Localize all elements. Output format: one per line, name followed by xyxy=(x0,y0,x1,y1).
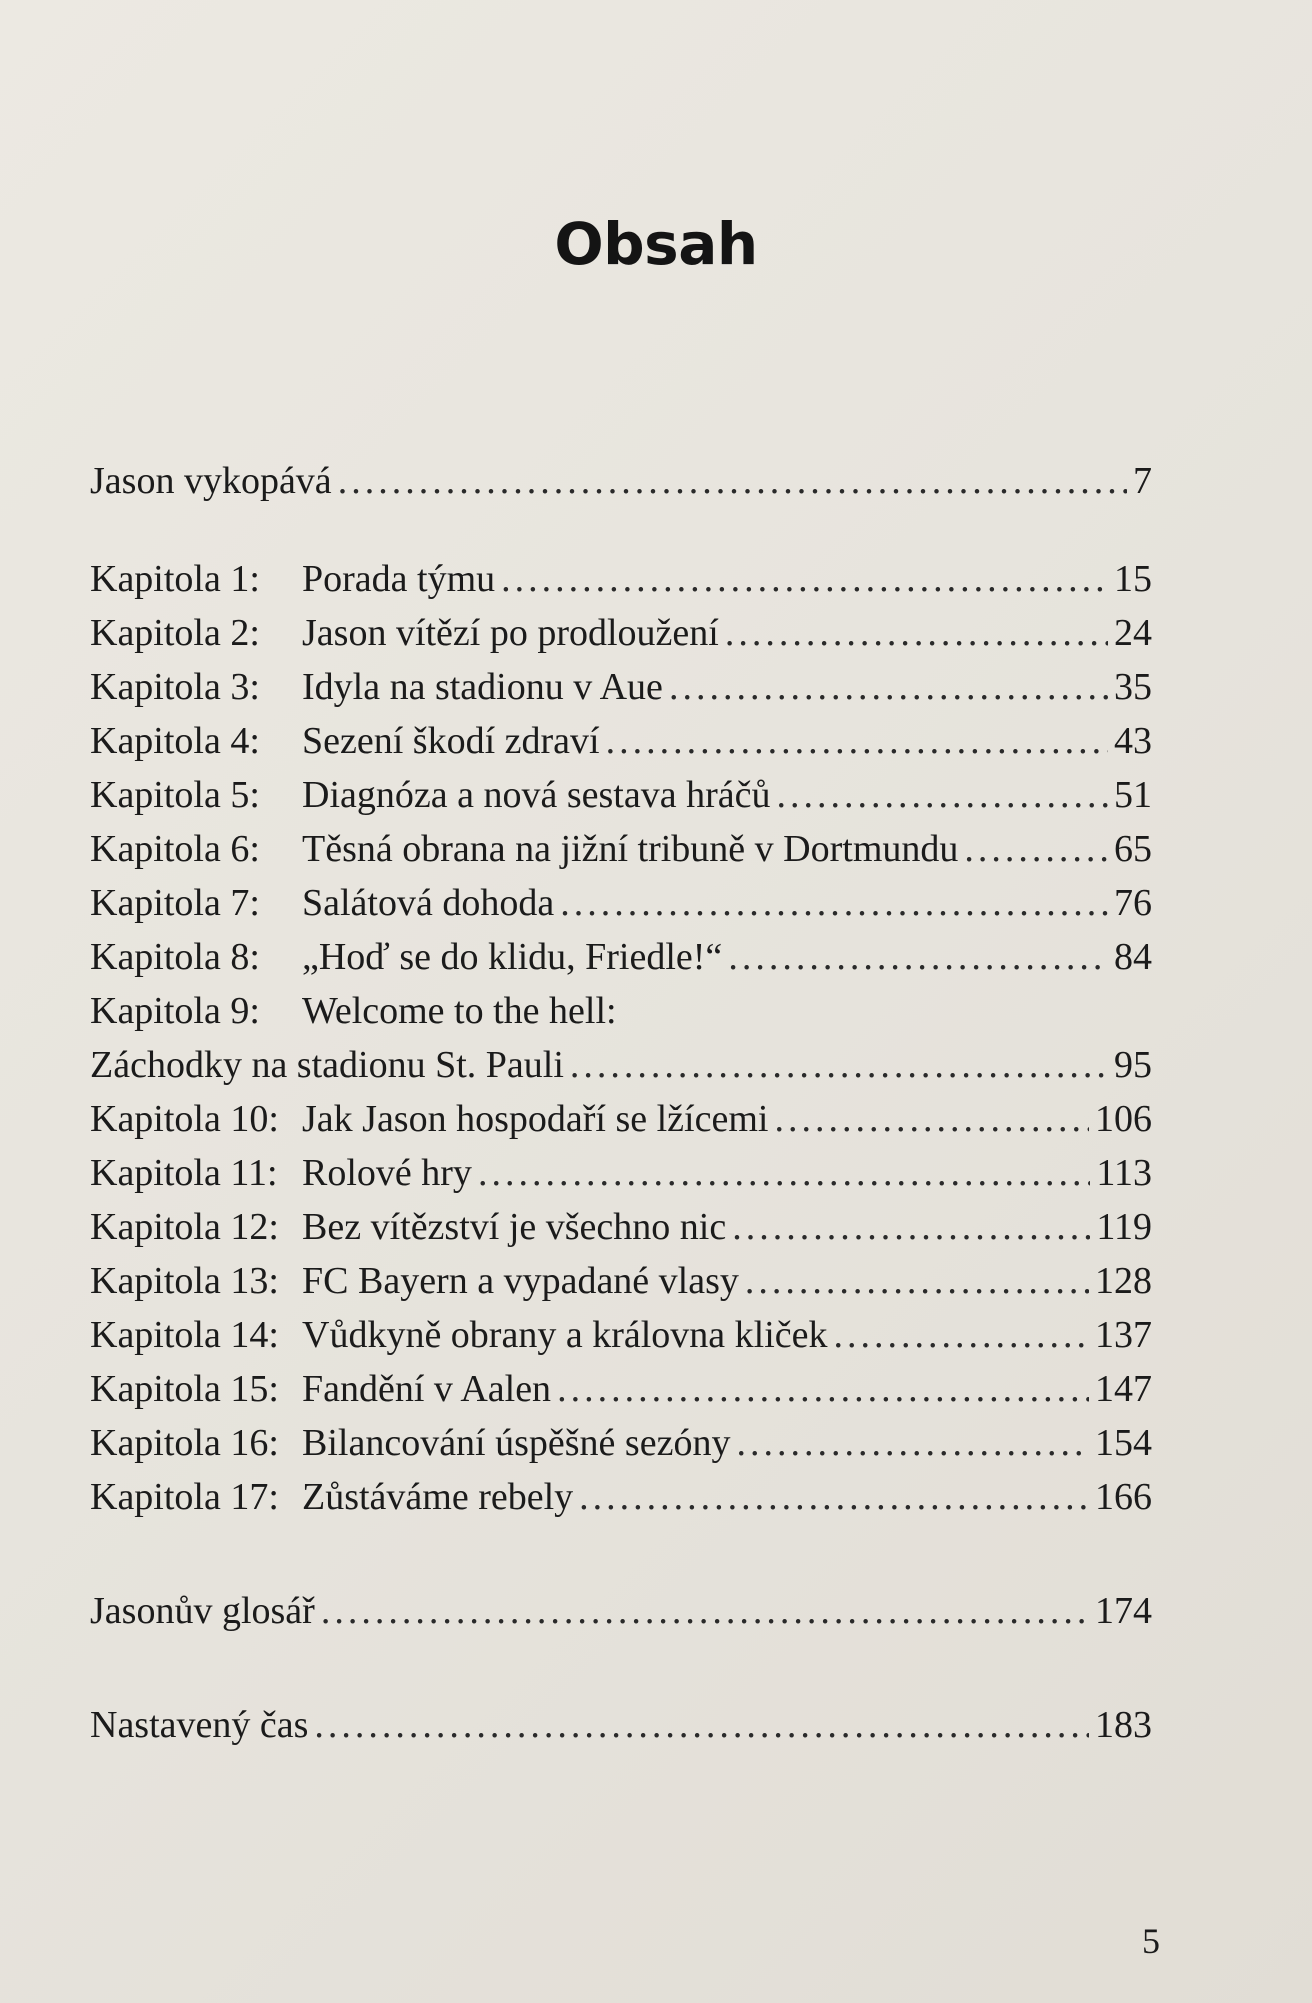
toc-entry-intro xyxy=(90,454,1152,508)
chapter-title: Jak Jason hospodaří se lžícemi xyxy=(302,1098,769,1140)
chapter-title: Porada týmu xyxy=(302,558,496,600)
chapter-title: FC Bayern a vypadané vlasy xyxy=(302,1260,739,1302)
toc-entry-chapter-5 xyxy=(90,768,1152,822)
dot-leader xyxy=(725,606,1108,660)
dot-leader xyxy=(314,1698,1089,1752)
chapter-title: Těsná obrana na jižní tribuně v Dortmundu xyxy=(302,828,959,870)
chapter-title: Rolové hry xyxy=(302,1152,472,1194)
chapter-label: Kapitola 15: xyxy=(90,1368,279,1410)
chapter-label: Kapitola 2: xyxy=(90,612,260,654)
toc-entry-chapter-6 xyxy=(90,822,1152,876)
toc-entry-chapter-14 xyxy=(90,1308,1152,1362)
dot-leader xyxy=(338,454,1127,508)
chapter-title-continued: Záchodky na stadionu St. Pauli xyxy=(90,1044,564,1086)
dot-leader xyxy=(570,1038,1108,1092)
dot-leader xyxy=(834,1308,1090,1362)
page-number: 5 xyxy=(1142,1921,1160,1961)
toc-entry-chapter-2 xyxy=(90,606,1152,660)
chapter-title: Diagnóza a nová sestava hráčů xyxy=(302,774,771,816)
toc-entry-text: Jasonův glosář xyxy=(90,1590,315,1632)
dot-leader xyxy=(732,1200,1090,1254)
toc-entry-chapter-1 xyxy=(90,552,1152,606)
dot-leader xyxy=(776,768,1108,822)
chapter-label: Kapitola 13: xyxy=(90,1260,279,1302)
dot-leader xyxy=(669,660,1108,714)
toc-entry-chapter-12 xyxy=(90,1200,1152,1254)
chapter-label: Kapitola 9: xyxy=(90,990,260,1032)
toc-entry-chapter-8 xyxy=(90,930,1152,984)
chapter-label: Kapitola 17: xyxy=(90,1476,279,1518)
dot-leader xyxy=(964,822,1108,876)
toc-page-number: 137 xyxy=(1095,1314,1152,1356)
toc-entry-chapter-15 xyxy=(90,1362,1152,1416)
dot-leader xyxy=(478,1146,1090,1200)
toc-page-number: 147 xyxy=(1095,1368,1152,1410)
dot-leader xyxy=(501,552,1108,606)
dot-leader xyxy=(560,876,1108,930)
dot-leader xyxy=(774,1092,1089,1146)
toc-entry-chapter-10 xyxy=(90,1092,1152,1146)
toc-entry-overtime xyxy=(90,1698,1152,1752)
chapter-label: Kapitola 1: xyxy=(90,558,260,600)
toc-entry-chapter-16 xyxy=(90,1416,1152,1470)
chapter-label: Kapitola 8: xyxy=(90,936,260,978)
toc-page-number: 43 xyxy=(1114,720,1152,762)
chapter-label: Kapitola 12: xyxy=(90,1206,279,1248)
toc-page-number: 183 xyxy=(1095,1704,1152,1746)
toc-page-number: 106 xyxy=(1095,1098,1152,1140)
toc-entry-chapter-11 xyxy=(90,1146,1152,1200)
chapter-title: Zůstáváme rebely xyxy=(302,1476,574,1518)
toc-page-number: 84 xyxy=(1114,936,1152,978)
chapter-title: „Hoď se do klidu, Friedle!“ xyxy=(302,936,723,978)
toc-entry-text: Jason vykopává xyxy=(90,460,332,502)
chapter-title: Fandění v Aalen xyxy=(302,1368,552,1410)
dot-leader xyxy=(321,1584,1089,1638)
dot-leader xyxy=(557,1362,1089,1416)
toc-entry-glossary xyxy=(90,1584,1152,1638)
toc-page-number: 76 xyxy=(1114,882,1152,924)
chapter-title: Jason vítězí po prodloužení xyxy=(302,612,719,654)
toc-page-number: 128 xyxy=(1095,1260,1152,1302)
toc-page-number: 95 xyxy=(1114,1044,1152,1086)
chapter-label: Kapitola 7: xyxy=(90,882,260,924)
page-title: Obsah xyxy=(554,210,758,278)
toc-entry-chapter-17 xyxy=(90,1470,1152,1524)
chapter-title: Bez vítězství je všechno nic xyxy=(302,1206,727,1248)
chapter-title: Vůdkyně obrany a královna kliček xyxy=(302,1314,828,1356)
toc-page-number: 65 xyxy=(1114,828,1152,870)
toc-entry-chapter-7 xyxy=(90,876,1152,930)
chapter-title: Sezení škodí zdraví xyxy=(302,720,600,762)
toc-entry-chapter-4 xyxy=(90,714,1152,768)
toc-page-number: 24 xyxy=(1114,612,1152,654)
dot-leader xyxy=(728,930,1108,984)
chapter-label: Kapitola 11: xyxy=(90,1152,278,1194)
toc-page-number: 15 xyxy=(1114,558,1152,600)
chapter-label: Kapitola 4: xyxy=(90,720,260,762)
toc-page-number: 7 xyxy=(1133,460,1152,502)
toc-page-number: 119 xyxy=(1096,1206,1152,1248)
toc-entry-chapter-9 xyxy=(90,984,1152,1038)
dot-leader xyxy=(606,714,1108,768)
chapter-label: Kapitola 16: xyxy=(90,1422,279,1464)
chapter-title: Bilancování úspěšné sezóny xyxy=(302,1422,731,1464)
toc-entry-chapter-3 xyxy=(90,660,1152,714)
toc-entry-chapter-9-continued xyxy=(90,1038,1152,1092)
dot-leader xyxy=(745,1254,1089,1308)
toc-entry-chapter-13 xyxy=(90,1254,1152,1308)
toc-page-number: 154 xyxy=(1095,1422,1152,1464)
toc-page-number: 174 xyxy=(1095,1590,1152,1632)
chapter-label: Kapitola 10: xyxy=(90,1098,279,1140)
toc-page-number: 166 xyxy=(1095,1476,1152,1518)
chapter-label: Kapitola 5: xyxy=(90,774,260,816)
chapter-title: Welcome to the hell: xyxy=(302,990,617,1032)
dot-leader xyxy=(579,1470,1089,1524)
chapter-label: Kapitola 14: xyxy=(90,1314,279,1356)
chapter-title: Idyla na stadionu v Aue xyxy=(302,666,663,708)
toc-entry-text: Nastavený čas xyxy=(90,1704,309,1746)
dot-leader xyxy=(736,1416,1089,1470)
toc-page-number: 35 xyxy=(1114,666,1152,708)
table-of-contents xyxy=(90,454,1152,1752)
chapter-label: Kapitola 3: xyxy=(90,666,260,708)
toc-page-number: 51 xyxy=(1114,774,1152,816)
chapter-label: Kapitola 6: xyxy=(90,828,260,870)
chapter-title: Salátová dohoda xyxy=(302,882,555,924)
toc-page-number: 113 xyxy=(1096,1152,1152,1194)
